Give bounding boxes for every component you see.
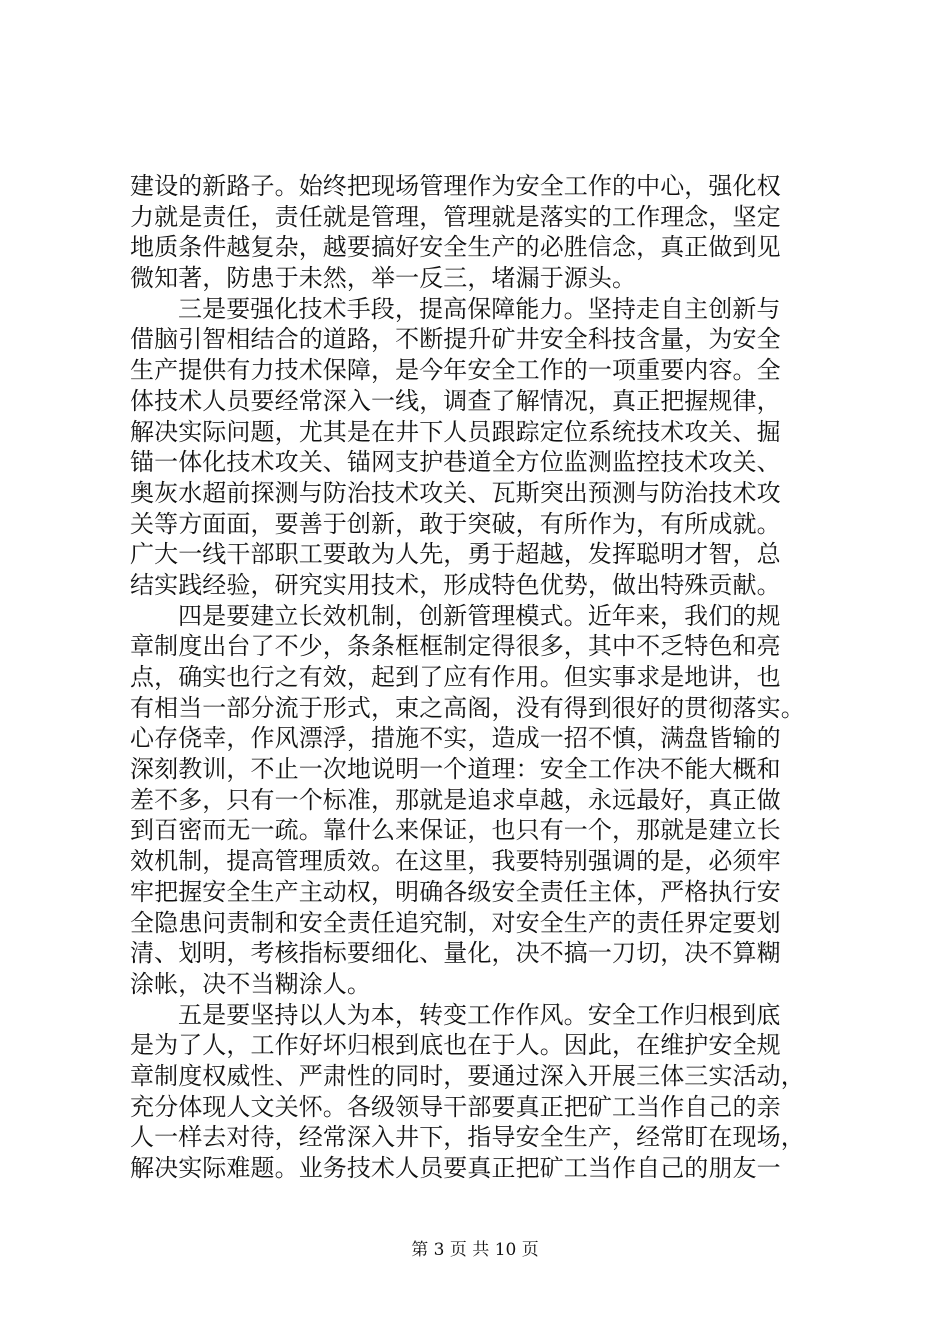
text-line: 体技术人员要经常深入一线，调查了解情况，真正把握规律，: [130, 386, 781, 415]
text-line: 是为了人，工作好坏归根到底也在于人。因此，在维护安全规: [130, 1031, 781, 1060]
text-line: 差不多，只有一个标准，那就是追求卓越，永远最好，真正做: [130, 785, 781, 814]
text-line: 奥灰水超前探测与防治技术攻关、瓦斯突出预测与防治技术攻: [130, 478, 781, 507]
paragraph-first-line: 三是要强化技术手段，提高保障能力。坚持走自主创新与: [178, 294, 781, 323]
text-line: 有相当一部分流于形式，束之高阁，没有得到很好的贯彻落实。: [130, 693, 805, 722]
paragraph-first-line: 四是要建立长效机制，创新管理模式。近年来，我们的规: [178, 601, 781, 630]
text-line: 力就是责任，责任就是管理，管理就是落实的工作理念，坚定: [130, 202, 781, 231]
text-line: 牢把握安全生产主动权，明确各级安全责任主体，严格执行安: [130, 877, 781, 906]
document-body: [130, 171, 830, 1184]
text-line: 效机制，提高管理质效。在这里，我要特别强调的是，必须牢: [130, 847, 781, 876]
text-line: 结实践经验，研究实用技术，形成特色优势，做出特殊贡献。: [130, 570, 781, 599]
text-line: 锚一体化技术攻关、锚网支护巷道全方位监测监控技术攻关、: [130, 448, 781, 477]
text-line: 心存侥幸，作风漂浮，措施不实，造成一招不慎，满盘皆输的: [130, 724, 781, 753]
text-line: 解决实际问题，尤其是在井下人员跟踪定位系统技术攻关、掘: [130, 417, 781, 446]
text-line: 微知著，防患于未然，举一反三，堵漏于源头。: [130, 264, 637, 293]
text-line: 借脑引智相结合的道路，不断提升矿井安全科技含量，为安全: [130, 325, 781, 354]
text-line: 充分体现人文关怀。各级领导干部要真正把矿工当作自己的亲: [130, 1092, 781, 1121]
text-line: 章制度权威性、严肃性的同时，要通过深入开展三体三实活动，: [130, 1061, 805, 1090]
text-line: 解决实际难题。业务技术人员要真正把矿工当作自己的朋友一: [130, 1154, 781, 1182]
text-line: 关等方面面，要善于创新，敢于突破，有所作为，有所成就。: [130, 509, 781, 538]
text-line: 建设的新路子。始终把现场管理作为安全工作的中心，强化权: [130, 172, 781, 200]
text-line: 人一样去对待，经常深入井下，指导安全生产，经常盯在现场，: [130, 1123, 805, 1152]
text-line: 涂帐，决不当糊涂人。: [130, 969, 371, 998]
paragraph-first-line: 五是要坚持以人为本，转变工作作风。安全工作归根到底: [178, 1000, 781, 1029]
text-line: 生产提供有力技术保障，是今年安全工作的一项重要内容。全: [130, 356, 781, 385]
text-line: 地质条件越复杂，越要搞好安全生产的必胜信念，真正做到见: [130, 233, 781, 262]
text-line: 广大一线干部职工要敢为人先，勇于超越，发挥聪明才智，总: [130, 540, 781, 569]
text-line: 深刻教训，不止一次地说明一个道理：安全工作决不能大概和: [130, 755, 781, 784]
page-footer: 第 3 页 共 10 页: [411, 1240, 539, 1260]
text-line: 章制度出台了不少，条条框框制定得很多，其中不乏特色和亮: [130, 632, 781, 661]
text-line: 点，确实也行之有效，起到了应有作用。但实事求是地讲，也: [130, 663, 781, 691]
text-line: 全隐患问责制和安全责任追究制，对安全生产的责任界定要划: [130, 908, 781, 937]
text-line: 清、划明，考核指标要细化、量化，决不搞一刀切，决不算糊: [130, 939, 781, 968]
text-line: 到百密而无一疏。靠什么来保证，也只有一个，那就是建立长: [130, 816, 781, 845]
